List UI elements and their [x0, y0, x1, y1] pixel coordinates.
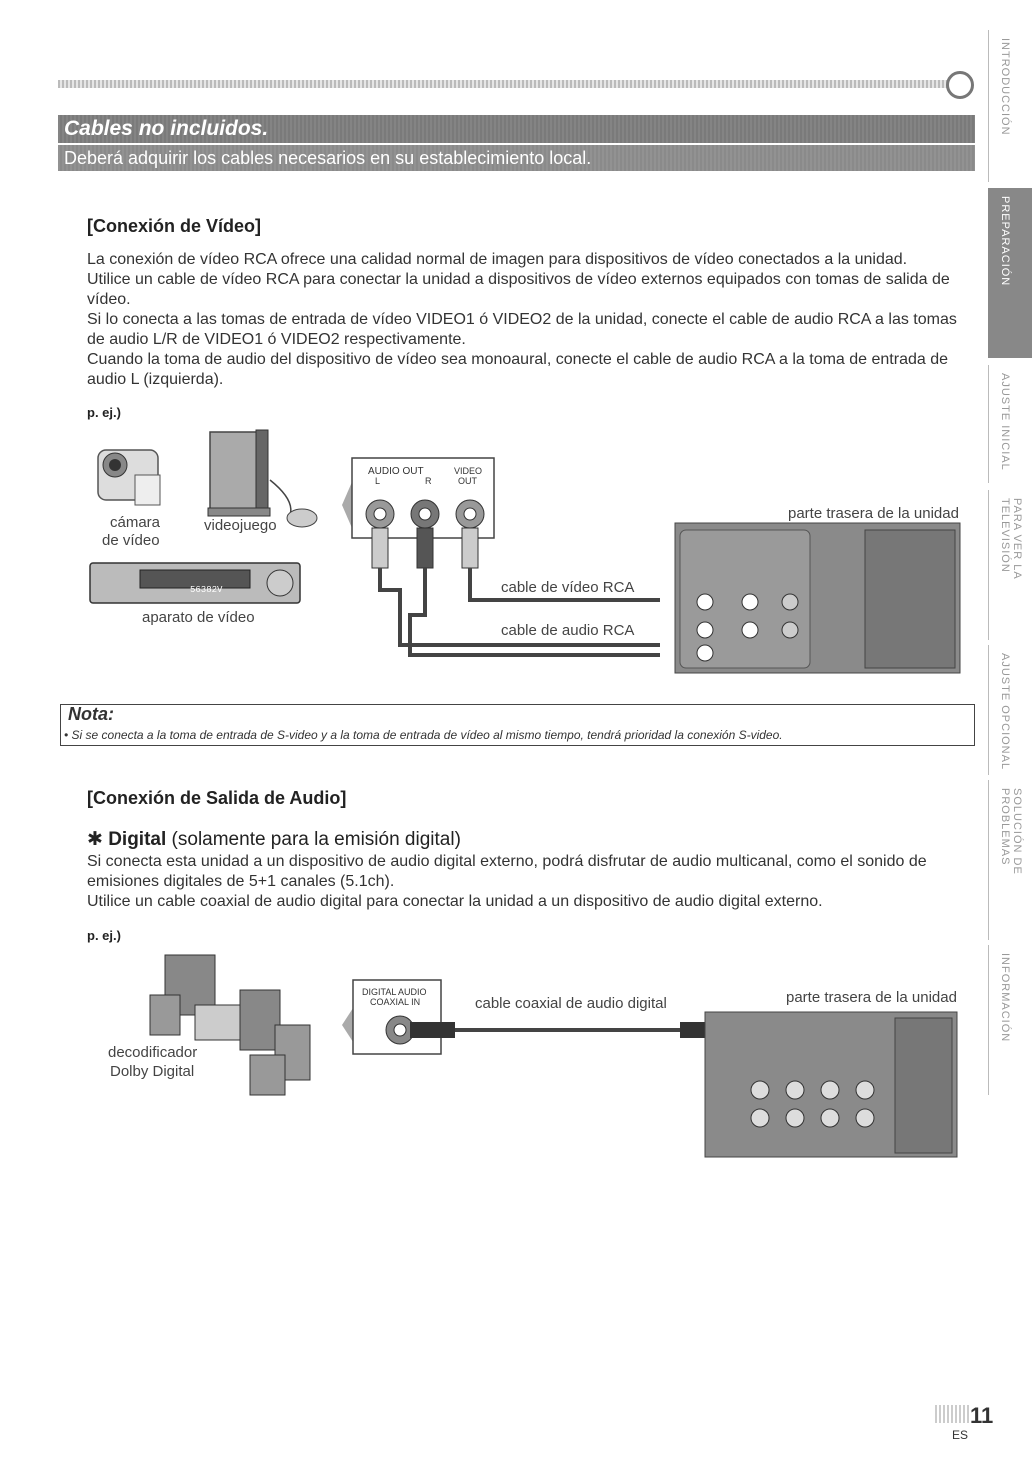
console-label: videojuego: [204, 517, 277, 534]
audio-para-1: Si conecta esta unidad a un dispositivo de audio digital externo, podrá disfrutar de audio multicanal, como el sonido de emisiones digitales de 5+1 canales (5.1ch).: [87, 853, 927, 890]
tab-ajuste-inicial[interactable]: [988, 365, 1032, 483]
coax-cable-label: cable coaxial de audio digital: [475, 995, 667, 1012]
digital-subheading: [87, 828, 461, 851]
banner-title-text: Cables no incluidos.: [64, 117, 269, 140]
audio-rear-label: parte trasera de la unidad: [786, 989, 957, 1006]
note-title: Nota:: [68, 704, 114, 724]
video-out-label-2: OUT: [458, 476, 477, 486]
digital-star-icon: ✱: [87, 829, 103, 850]
vcr-illustration: [90, 563, 300, 603]
audio-example-label: p. ej.): [87, 928, 121, 943]
camcorder-illustration: [98, 450, 160, 505]
audio-r-label: R: [425, 476, 432, 486]
audio-text: [87, 852, 982, 912]
audio-cable-label: cable de audio RCA: [501, 622, 635, 639]
tab-preparacion-label: PREPARACIÓN: [999, 196, 1011, 287]
tab-introduccion[interactable]: [988, 30, 1032, 182]
camera-label-line1: cámara: [110, 514, 161, 531]
video-text: [87, 250, 977, 390]
video-cable-label: cable de vídeo RCA: [501, 579, 635, 596]
page-number: 11: [970, 1403, 994, 1428]
video-para-4: Cuando la toma de audio del dispositivo de vídeo sea monoaural, conecte el cable de audio RCA a la toma de entrada de audio L (izquierda).: [87, 351, 949, 388]
game-console-illustration: [208, 430, 317, 527]
digital-audio-label-2: COAXIAL IN: [370, 997, 421, 1007]
video-para-1: La conexión de vídeo RCA ofrece una calidad normal de imagen para dispositivos de vídeo conectados a la unidad.: [87, 251, 908, 268]
tab-para-ver-television[interactable]: [988, 490, 1032, 640]
audio-heading: [Conexión de Salida de Audio]: [87, 788, 347, 808]
audio-para-2: Utilice un cable coaxial de audio digital para conectar la unidad a un dispositivo de audio digital externo.: [87, 893, 823, 910]
digital-audio-label-1: DIGITAL AUDIO: [362, 987, 427, 997]
video-para-2: Utilice un cable de vídeo RCA para conectar la unidad a dispositivos de vídeo externos equipados con tomas de salida de vídeo.: [87, 271, 950, 308]
tab-solucion-problemas-label: SOLUCIÓN DE PROBLEMAS: [999, 788, 1023, 875]
tab-preparacion[interactable]: [988, 188, 1032, 358]
video-connection-diagram: [80, 420, 970, 680]
tab-informacion[interactable]: [988, 945, 1032, 1095]
tab-solucion-problemas[interactable]: [988, 780, 1032, 940]
digital-bold: Digital: [108, 829, 167, 850]
video-rear-label: parte trasera de la unidad: [788, 505, 959, 522]
top-rule-circle: [946, 71, 974, 99]
video-heading: [Conexión de Vídeo]: [87, 216, 262, 236]
vcr-display-text: 56382V: [190, 585, 223, 595]
rca-jacks: [366, 500, 484, 528]
banner-subtitle-text: Deberá adquirir los cables necesarios en su establecimiento local.: [64, 148, 592, 168]
audio-out-label: AUDIO OUT: [368, 466, 424, 477]
tab-para-ver-television-label: PARA VER LA TELEVISIÓN: [999, 498, 1023, 580]
video-para-3: Si lo conecta a las tomas de entrada de vídeo VIDEO1 ó VIDEO2 de la unidad, conecte el cable de audio RCA a las tomas de audio L/R de VIDEO1 ó VIDEO2 respectivamente.: [87, 311, 957, 348]
page-language: ES: [952, 1428, 969, 1442]
vcr-label: aparato de vídeo: [142, 609, 255, 626]
audio-connection-diagram: [100, 950, 970, 1160]
banner-title: [58, 115, 975, 143]
digital-rest: (solamente para la emisión digital): [166, 829, 461, 850]
page-number-bar: [935, 1405, 970, 1423]
tab-ajuste-opcional-label: AJUSTE OPCIONAL: [999, 653, 1011, 771]
decoder-label-line2: Dolby Digital: [110, 1063, 195, 1080]
decoder-label-line1: decodificador: [108, 1044, 198, 1061]
top-rule: [58, 80, 953, 88]
tab-informacion-label: INFORMACIÓN: [999, 953, 1011, 1043]
audio-l-label: L: [375, 476, 381, 486]
digital-rear-panel-illustration: [705, 1012, 957, 1157]
note-text: • Si se conecta a la toma de entrada de S-video y a la toma de entrada de vídeo al mismo tiempo, tendrá prioridad la conexión S-video.: [64, 728, 783, 742]
camera-label-line2: de vídeo: [102, 532, 160, 549]
banner-subtitle: [58, 145, 975, 171]
tab-ajuste-opcional[interactable]: [988, 645, 1032, 775]
video-out-label-1: VIDEO: [454, 466, 483, 476]
video-example-label: p. ej.): [87, 405, 121, 420]
coaxial-cable: [410, 1022, 710, 1038]
rear-panel-illustration: [675, 523, 960, 673]
tab-ajuste-inicial-label: AJUSTE INICIAL: [999, 373, 1011, 471]
tab-introduccion-label: INTRODUCCIÓN: [999, 38, 1011, 136]
